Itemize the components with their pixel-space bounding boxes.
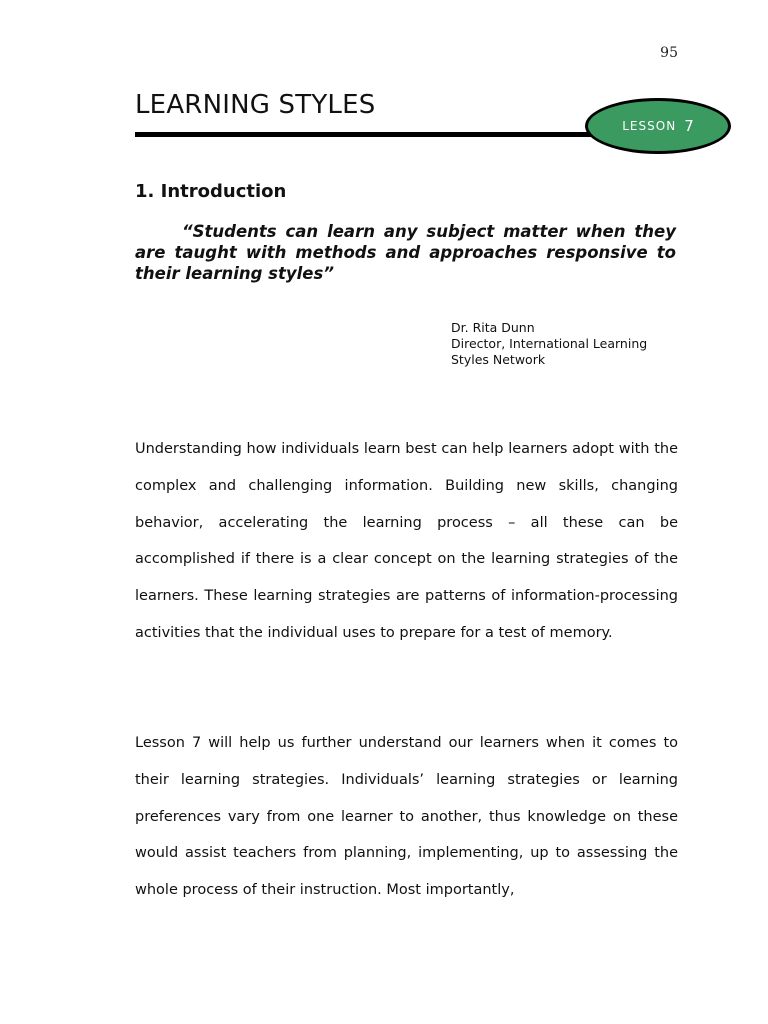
attribution-name: Dr. Rita Dunn: [451, 320, 535, 335]
lesson-badge: [585, 98, 731, 154]
title-underline-rule: [135, 132, 605, 137]
page-number: 95: [660, 45, 678, 61]
lesson-badge-label: LESSON: [622, 119, 677, 133]
attribution-title-line-2: Styles Network: [451, 352, 546, 367]
quote-attribution: [451, 320, 647, 368]
chapter-title: LEARNING STYLES: [135, 90, 376, 120]
body-paragraph-1: Understanding how individuals learn best can help learners adopt with the complex and challenging information. Building new skills, changing behavior, accelerating the learning process – all these can be accomplished if there is a clear concept on the learning strategies of the learners. These learning strategies are patterns of information-processing activities that the individual uses to prepare for a test of memory.: [135, 441, 678, 641]
body-paragraph-2: Lesson 7 will help us further understand our learners when it comes to their learning strategies. Individuals’ learning strategies or learning preferences vary from one learner to another, thus knowledge on these would assist teachers from planning, implementing, up to assessing the whole process of their instruction. Most importantly,: [135, 735, 678, 899]
attribution-title-line-1: Director, International Learning: [451, 336, 648, 351]
lesson-badge-number: 7: [684, 117, 694, 135]
epigraph-quote: “Students can learn any subject matter when they are taught with methods and approaches responsive to their learning styles”: [135, 222, 676, 283]
section-heading: 1. Introduction: [135, 181, 287, 202]
